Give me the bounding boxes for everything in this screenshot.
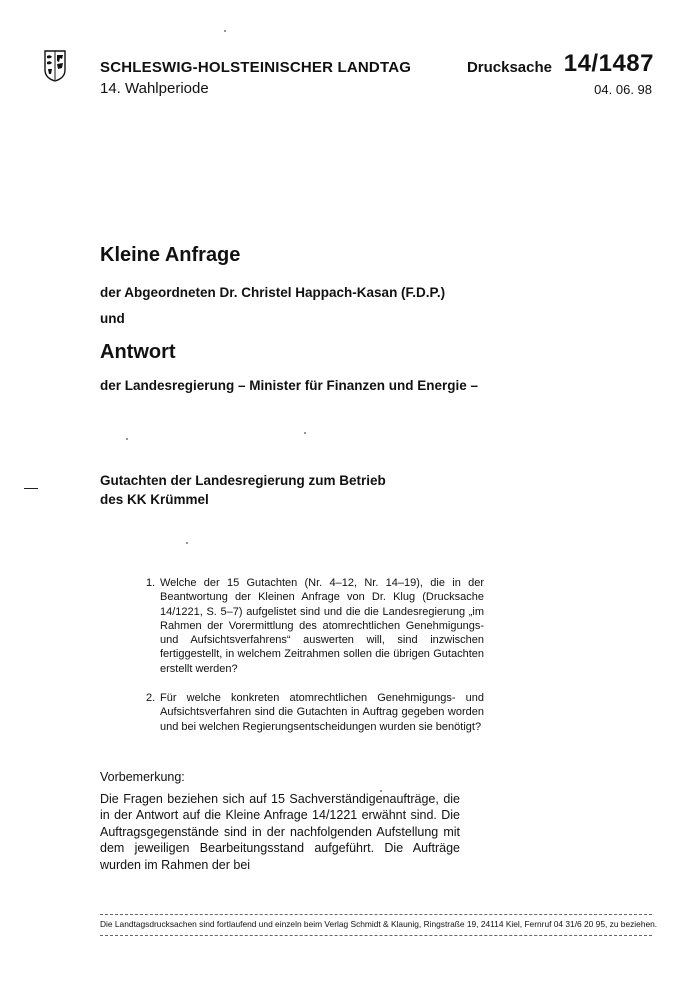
question-number: 1. xyxy=(146,577,156,589)
question-item xyxy=(146,691,484,734)
question-number: 2. xyxy=(146,692,156,704)
antwort-heading: Antwort xyxy=(100,341,176,363)
footer-rule-top xyxy=(100,914,652,915)
topic-line-2: des KK Krümmel xyxy=(100,492,209,507)
question-text: Für welche konkreten atomrechtlichen Genehmigungs- und Aufsichtsverfahren sind die Gutachten in Auftrag gegeben worden und bei welchen Regierungsentscheidungen wurden sie benötigt? xyxy=(160,692,484,733)
document-topic xyxy=(100,471,386,509)
legislative-period: 14. Wahlperiode xyxy=(100,80,209,97)
parliament-name: SCHLESWIG-HOLSTEINISCHER LANDTAG xyxy=(100,59,412,76)
question-item xyxy=(146,576,484,676)
scan-speck xyxy=(224,30,226,32)
responder-line: der Landesregierung – Minister für Finanzen und Energie – xyxy=(100,378,479,393)
topic-line-1: Gutachten der Landesregierung zum Betrieb xyxy=(100,473,386,488)
drucksache-label: Drucksache xyxy=(466,59,552,76)
footer-rule-bottom xyxy=(100,935,652,936)
vorbemerkung-label: Vorbemerkung: xyxy=(100,770,185,784)
scan-speck xyxy=(304,432,306,434)
question-text: Welche der 15 Gutachten (Nr. 4–12, Nr. 14–19), die in der Beantwortung der Kleinen Anfrage von Dr. Klug (Drucksache 14/1221, S. 5–7) aufgelistet sind und die die Landesregierung „im Rahmen der Vorermittlung des atomrechtlichen Genehmigungs- und Aufsichtsverfahrens“ auswerten will, sind inzwischen fertiggestellt, in welchem Zeitrahmen sollen die übrigen Gutachten erstellt werden? xyxy=(160,577,484,675)
scan-speck xyxy=(186,542,188,544)
kleine-anfrage-heading: Kleine Anfrage xyxy=(100,244,241,266)
coat-of-arms-icon xyxy=(44,50,66,82)
vorbemerkung-text: Die Fragen beziehen sich auf 15 Sachverständigenaufträge, die in der Antwort auf die Kleine Anfrage 14/1221 erwähnt sind. Die Auftragsgegenstände sind in der nachfolgenden Aufstellung mit dem jeweiligen Bearbeitungsstand aufgeführt. Die Aufträge wurden im Rahmen der bei xyxy=(100,792,460,872)
margin-mark xyxy=(24,488,38,489)
document-date: 04. 06. 98 xyxy=(594,82,652,97)
scan-speck xyxy=(380,790,382,792)
questioner-line: der Abgeordneten Dr. Christel Happach-Kasan (F.D.P.) xyxy=(100,285,446,300)
drucksache-number: 14/1487 xyxy=(563,50,654,77)
scan-speck xyxy=(126,438,128,440)
footer-note: Die Landtagsdrucksachen sind fortlaufend und einzeln beim Verlag Schmidt & Klaunig, Ringstraße 19, 24114 Kiel, Fernruf 04 31/6 20 95, zu beziehen. xyxy=(100,919,658,929)
und-line: und xyxy=(100,311,125,326)
